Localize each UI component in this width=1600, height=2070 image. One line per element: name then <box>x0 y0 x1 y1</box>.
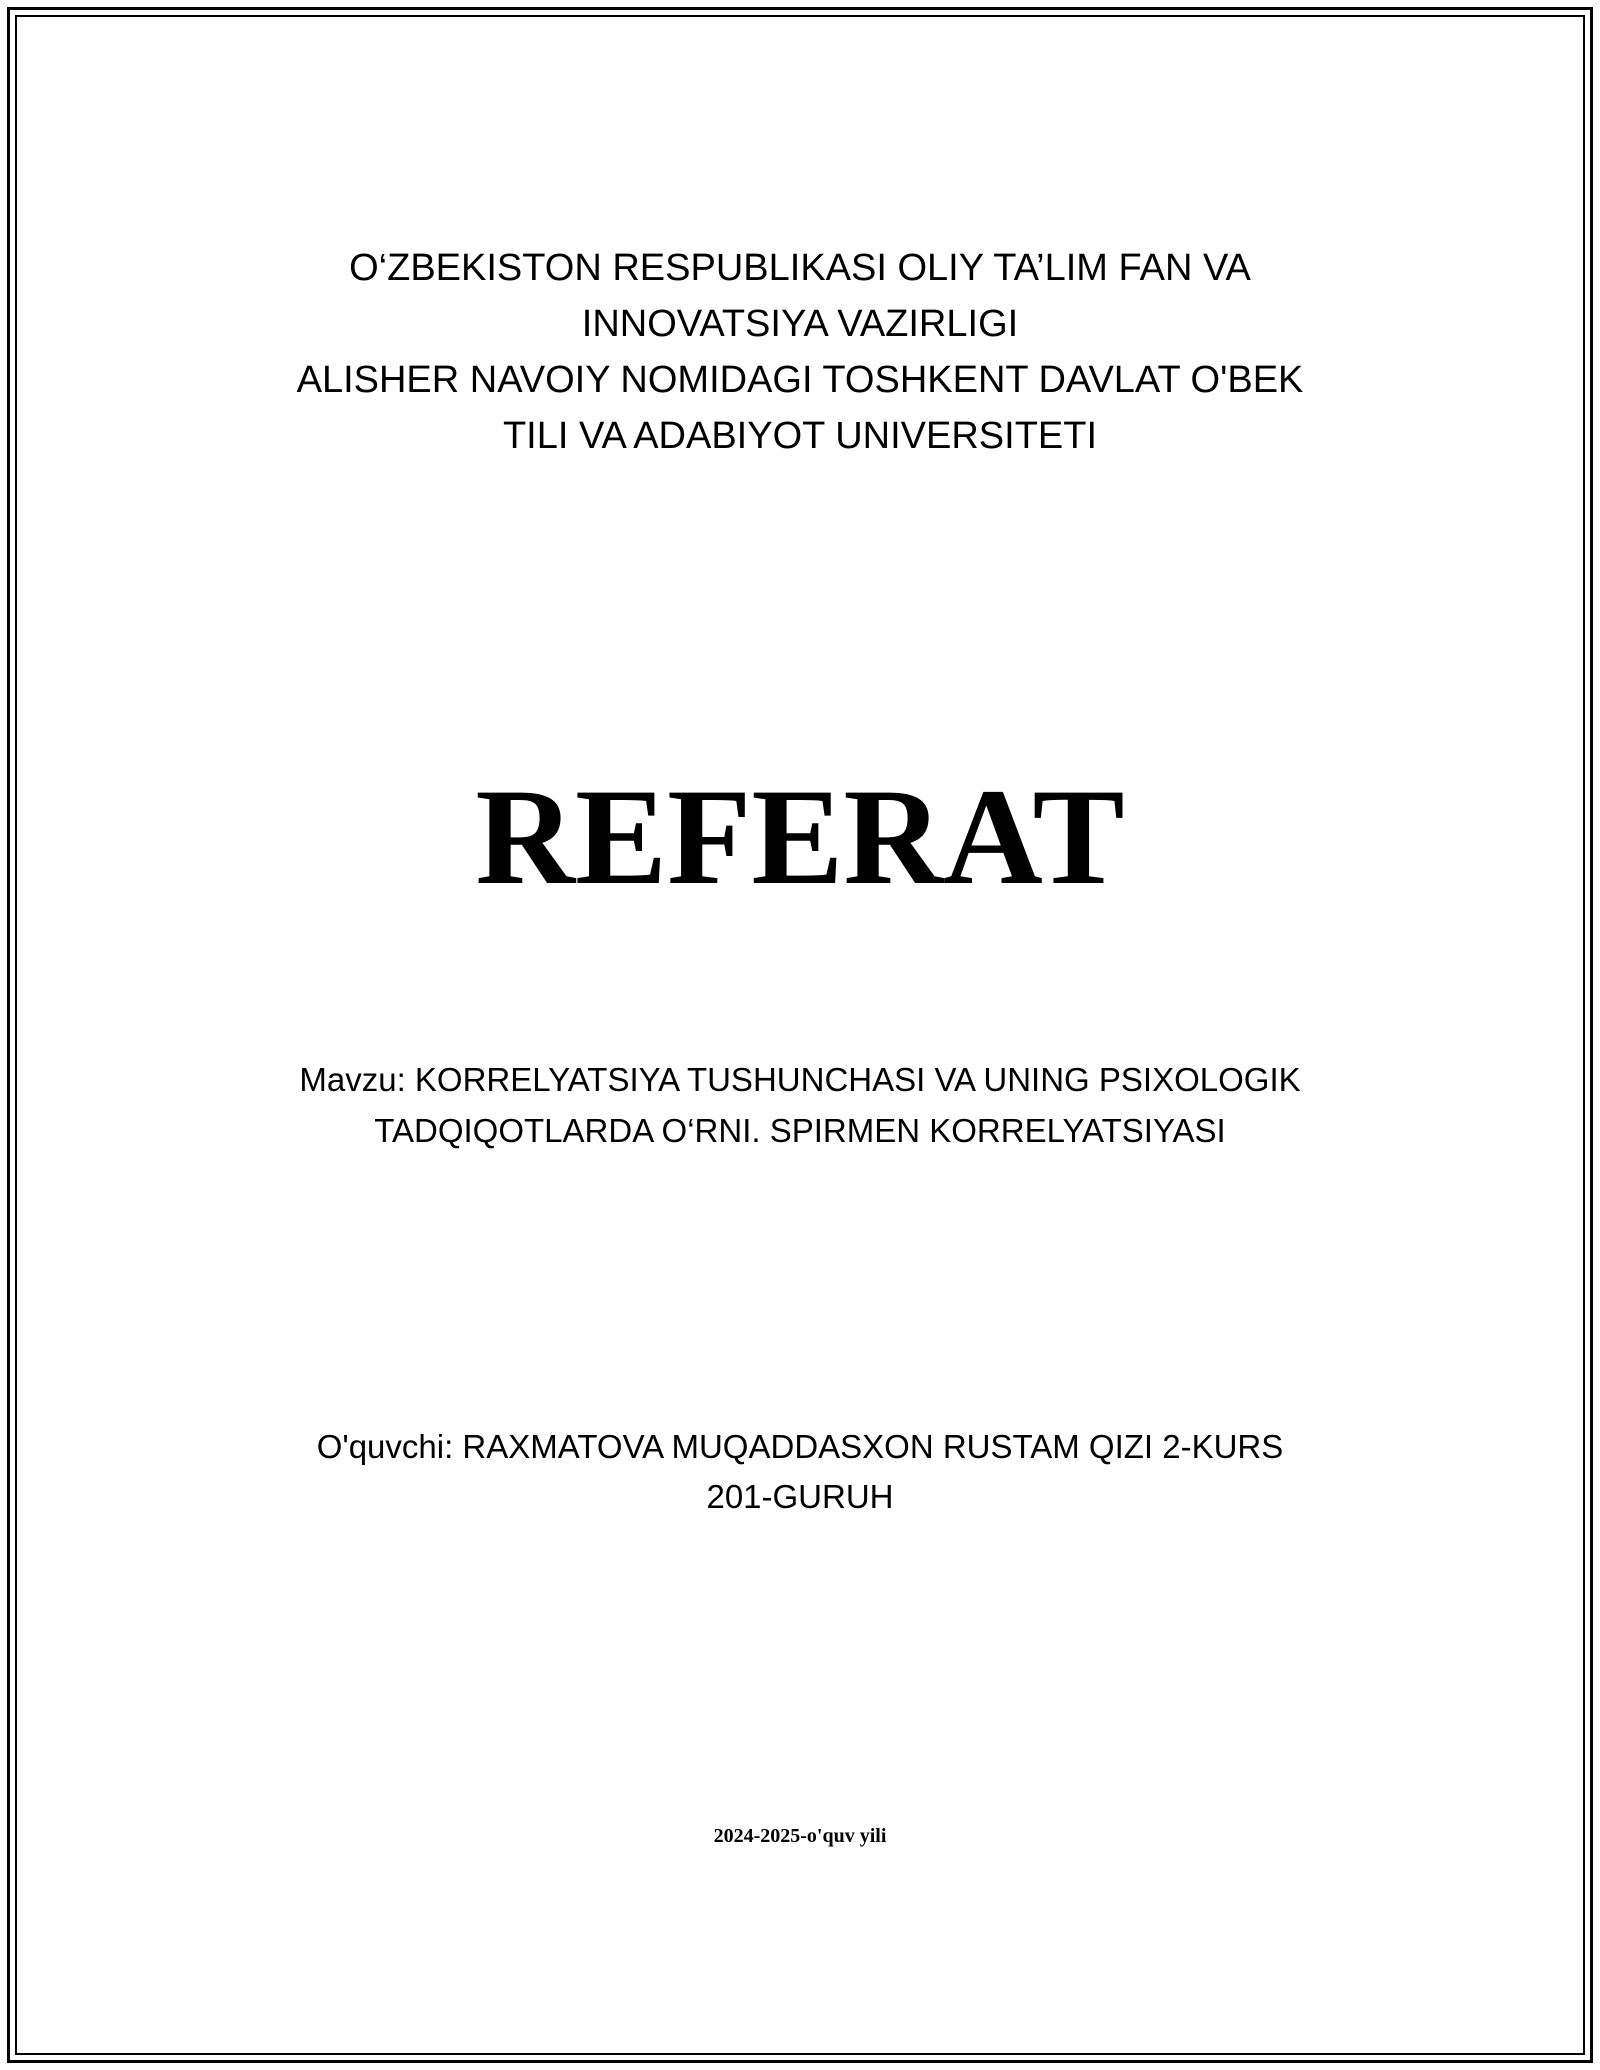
student-block <box>0 1422 1600 1522</box>
topic-line: TADQIQOTLARDA O‘RNI. SPIRMEN KORRELYATSIYASI <box>374 1112 1226 1149</box>
header-line: O‘ZBEKISTON RESPUBLIKASI OLIY TA’LIM FAN VA <box>349 247 1251 289</box>
topic-block <box>0 1054 1600 1156</box>
document-title: REFERAT <box>475 760 1125 913</box>
academic-year: 2024-2025-o'quv yili <box>713 1825 887 1847</box>
header-line: INNOVATSIYA VAZIRLIGI <box>581 303 1019 345</box>
student-line: 201-GURUH <box>706 1478 894 1515</box>
institution-header <box>0 240 1600 464</box>
topic-line: Mavzu: KORRELYATSIYA TUSHUNCHASI VA UNING PSIXOLOGIK <box>299 1061 1301 1098</box>
header-line: TILI VA ADABIYOT UNIVERSITETI <box>502 415 1098 457</box>
header-line: ALISHER NAVOIY NOMIDAGI TOSHKENT DAVLAT O'BEK <box>296 359 1304 401</box>
student-line: O'quvchi: RAXMATOVA MUQADDASXON RUSTAM QIZI 2-KURS <box>316 1428 1284 1465</box>
